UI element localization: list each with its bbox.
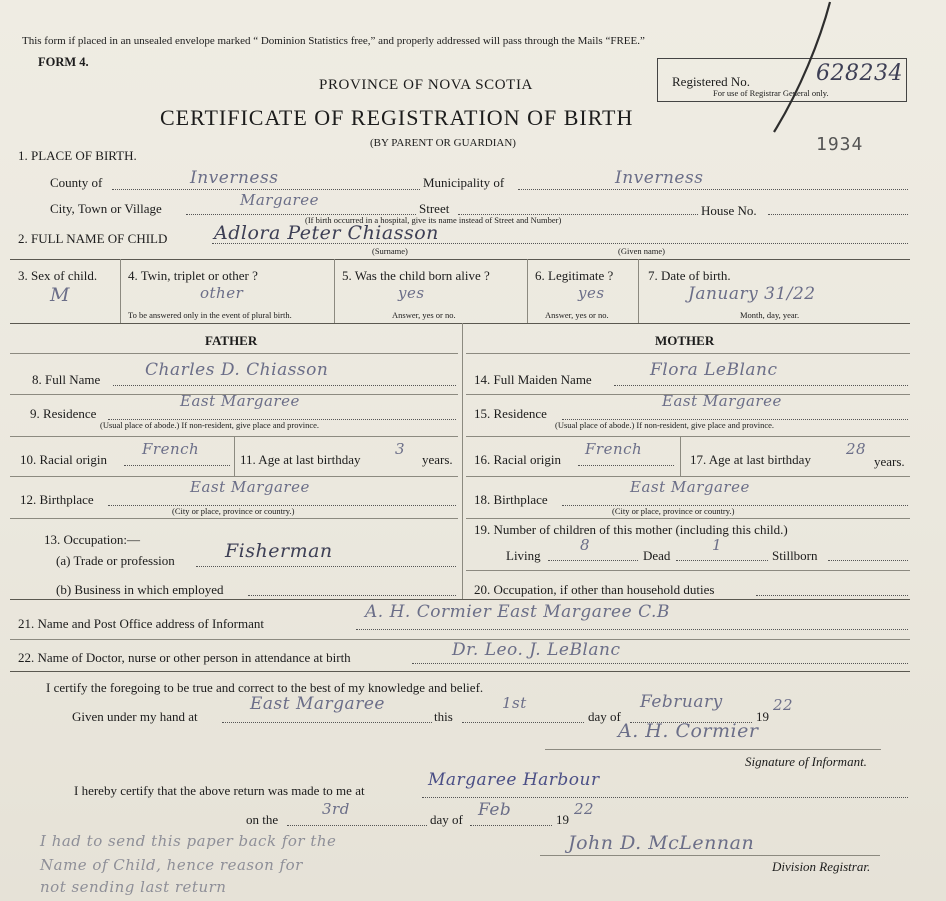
- given-place-value: East Margaree: [250, 694, 385, 714]
- mother-name-line: [614, 385, 908, 386]
- father-birthplace-value: East Margaree: [190, 478, 310, 496]
- registrar-signature: John D. McLennan: [568, 832, 755, 854]
- rule-father-heading: [10, 353, 458, 354]
- mother-residence-note: (Usual place of abode.) If non-resident, give place and province.: [555, 420, 775, 430]
- rule-father-4: [10, 518, 458, 519]
- alive-note: Answer, yes or no.: [392, 310, 456, 320]
- surname-caption: (Surname): [372, 246, 408, 256]
- given-day-of-label: day of: [588, 709, 621, 724]
- given-day-value: 1st: [502, 694, 527, 712]
- municipality-line: [518, 189, 908, 190]
- province-heading: PROVINCE OF NOVA SCOTIA: [319, 77, 533, 93]
- this-label: this: [434, 709, 453, 724]
- mother-stillborn-line: [828, 560, 908, 561]
- father-age-label: 11. Age at last birthday: [240, 452, 361, 467]
- rule-after-doctor: [10, 671, 910, 672]
- mother-occupation-line: [756, 595, 908, 596]
- dob-value: January 31/22: [688, 284, 816, 304]
- mother-age-value: 28: [846, 440, 867, 458]
- father-trade-line: [196, 566, 456, 567]
- registrar-use-note: For use of Registrar General only.: [713, 88, 829, 98]
- twin-label: 4. Twin, triplet or other ?: [128, 268, 258, 283]
- mother-heading: MOTHER: [655, 333, 715, 348]
- margin-note-line-3: not sending last return: [40, 878, 227, 896]
- house-line: [768, 214, 908, 215]
- registrar-day-value: 3rd: [322, 800, 350, 818]
- alive-label: 5. Was the child born alive ?: [342, 268, 490, 283]
- father-business-line: [248, 595, 456, 596]
- year-stamp: 1934: [816, 134, 864, 155]
- father-heading: FATHER: [205, 333, 258, 348]
- father-birthplace-note: (City or place, province or country.): [172, 506, 295, 516]
- mother-age-divider: [680, 436, 681, 476]
- registrar-place-value: Margaree Harbour: [428, 770, 600, 790]
- child-name-label: 2. FULL NAME OF CHILD: [18, 231, 168, 246]
- mother-residence-value: East Margaree: [662, 392, 782, 410]
- given-under-label: Given under my hand at: [72, 709, 198, 724]
- rule-mother-heading: [466, 353, 910, 354]
- twin-value: other: [200, 284, 244, 302]
- mother-dead-value: 1: [712, 536, 723, 554]
- certificate-subtitle: (BY PARENT OR GUARDIAN): [370, 137, 516, 149]
- mother-occupation-label: 20. Occupation, if other than household duties: [474, 582, 715, 597]
- mother-birthplace-note: (City or place, province or country.): [612, 506, 735, 516]
- legitimate-note: Answer, yes or no.: [545, 310, 609, 320]
- certificate-title: CERTIFICATE OF REGISTRATION OF BIRTH: [160, 105, 634, 130]
- father-residence-label: 9. Residence: [30, 406, 97, 421]
- informant-value: A. H. Cormier East Margaree C.B: [365, 602, 670, 622]
- registrar-year-value: 22: [574, 800, 595, 818]
- given-year-prefix: 19: [756, 709, 769, 724]
- sex-value: M: [50, 284, 70, 306]
- dob-note: Month, day, year.: [740, 310, 800, 320]
- mother-dead-label: Dead: [643, 548, 671, 563]
- registrar-month-line: [470, 825, 552, 826]
- mother-racial-line: [578, 465, 674, 466]
- rule-mother-2: [466, 436, 910, 437]
- father-age-divider: [234, 436, 235, 476]
- mother-birthplace-label: 18. Birthplace: [474, 492, 548, 507]
- informant-signature-line: [545, 749, 881, 750]
- father-age-value: 3: [395, 440, 406, 458]
- rule-father-3: [10, 476, 458, 477]
- mother-living-label: Living: [506, 548, 541, 563]
- county-line: [112, 189, 420, 190]
- father-name-value: Charles D. Chiasson: [145, 360, 329, 380]
- doctor-value: Dr. Leo. J. LeBlanc: [452, 640, 621, 660]
- form-number: FORM 4.: [38, 55, 89, 69]
- twin-note: To be answered only in the event of plural birth.: [128, 310, 292, 320]
- registrar-signature-caption: Division Registrar.: [772, 859, 871, 874]
- father-racial-line: [124, 465, 230, 466]
- informant-signature-caption: Signature of Informant.: [745, 754, 867, 769]
- pen-stroke-mark: [760, 0, 840, 140]
- registrar-day-of-label: day of: [430, 812, 463, 827]
- margin-note-line-1: I had to send this paper back for the: [40, 832, 337, 850]
- county-value: Inverness: [190, 168, 279, 188]
- col-divider-2: [334, 259, 335, 323]
- child-name-value: Adlora Peter Chiasson: [214, 222, 439, 244]
- given-month-value: February: [640, 692, 723, 712]
- registrar-on-the-label: on the: [246, 812, 279, 827]
- informant-label: 21. Name and Post Office address of Informant: [18, 616, 264, 631]
- col-divider-1: [120, 259, 121, 323]
- rule-before-informant: [10, 599, 910, 600]
- hospital-note: (If birth occurred in a hospital, give its name instead of Street and Number): [305, 215, 562, 225]
- given-year-value: 22: [773, 696, 794, 714]
- registrar-place-line: [422, 797, 908, 798]
- rule-mother-3: [466, 476, 910, 477]
- mother-children-label: 19. Number of children of this mother (including this child.): [474, 522, 788, 537]
- registrar-year-prefix: 19: [556, 812, 569, 827]
- certify-statement: I certify the foregoing to be true and correct to the best of my knowledge and belief.: [46, 680, 484, 695]
- rule-mother-4: [466, 518, 910, 519]
- mother-residence-label: 15. Residence: [474, 406, 547, 421]
- father-trade-label: (a) Trade or profession: [56, 553, 175, 568]
- street-label: Street: [419, 201, 450, 216]
- mother-living-value: 8: [580, 536, 591, 554]
- col-divider-3: [527, 259, 528, 323]
- father-birthplace-label: 12. Birthplace: [20, 492, 94, 507]
- father-racial-value: French: [142, 440, 200, 458]
- county-label: County of: [50, 175, 103, 190]
- col-divider-4: [638, 259, 639, 323]
- given-day-line: [462, 722, 584, 723]
- legitimate-value: yes: [578, 284, 605, 302]
- mother-racial-label: 16. Racial origin: [474, 452, 562, 467]
- doctor-line: [412, 663, 908, 664]
- rule-top-row3: [10, 259, 910, 260]
- father-name-line: [113, 385, 456, 386]
- rule-mother-5: [466, 570, 910, 571]
- mother-years-label: years.: [874, 454, 905, 469]
- registrar-day-line: [287, 825, 427, 826]
- mother-racial-value: French: [585, 440, 643, 458]
- mother-living-line: [548, 560, 638, 561]
- municipality-label: Municipality of: [423, 175, 505, 190]
- father-years-label: years.: [422, 452, 453, 467]
- registrar-signature-line: [540, 855, 880, 856]
- municipality-value: Inverness: [615, 168, 704, 188]
- father-mother-divider: [462, 323, 463, 599]
- house-label: House No.: [701, 203, 757, 218]
- registered-label: Registered No.: [672, 74, 750, 89]
- mother-birthplace-value: East Margaree: [630, 478, 750, 496]
- father-occupation-label: 13. Occupation:—: [44, 532, 141, 547]
- father-residence-note: (Usual place of abode.) If non-resident, give place and province.: [100, 420, 320, 430]
- mail-notice: This form if placed in an unsealed envelope marked “ Dominion Statistics free,” and properly addressed will pass through the Mails “FREE.”: [22, 35, 645, 47]
- margin-note-line-2: Name of Child, hence reason for: [40, 856, 303, 874]
- father-name-label: 8. Full Name: [32, 372, 101, 387]
- mother-dead-line: [676, 560, 768, 561]
- father-trade-value: Fisherman: [225, 540, 333, 562]
- mother-name-label: 14. Full Maiden Name: [474, 372, 592, 387]
- rule-bottom-row3: [10, 323, 910, 324]
- registered-number: 628234: [816, 61, 903, 86]
- given-place-line: [222, 722, 432, 723]
- dob-label: 7. Date of birth.: [648, 268, 731, 283]
- given-name-caption: (Given name): [618, 246, 665, 256]
- alive-value: yes: [398, 284, 425, 302]
- registrar-statement: I hereby certify that the above return was made to me at: [74, 783, 365, 798]
- legitimate-label: 6. Legitimate ?: [535, 268, 614, 283]
- city-label: City, Town or Village: [50, 201, 162, 216]
- sex-label: 3. Sex of child.: [18, 268, 98, 283]
- informant-signature: A. H. Cormier: [618, 720, 759, 742]
- father-racial-label: 10. Racial origin: [20, 452, 108, 467]
- mother-name-value: Flora LeBlanc: [650, 360, 778, 380]
- doctor-label: 22. Name of Doctor, nurse or other person in attendance at birth: [18, 650, 351, 665]
- father-business-label: (b) Business in which employed: [56, 582, 224, 597]
- city-value: Margaree: [240, 191, 319, 209]
- informant-line: [356, 629, 908, 630]
- father-residence-value: East Margaree: [180, 392, 300, 410]
- place-of-birth-label: 1. PLACE OF BIRTH.: [18, 148, 137, 163]
- mother-stillborn-label: Stillborn: [772, 548, 818, 563]
- mother-age-label: 17. Age at last birthday: [690, 452, 811, 467]
- registrar-month-value: Feb: [478, 800, 512, 820]
